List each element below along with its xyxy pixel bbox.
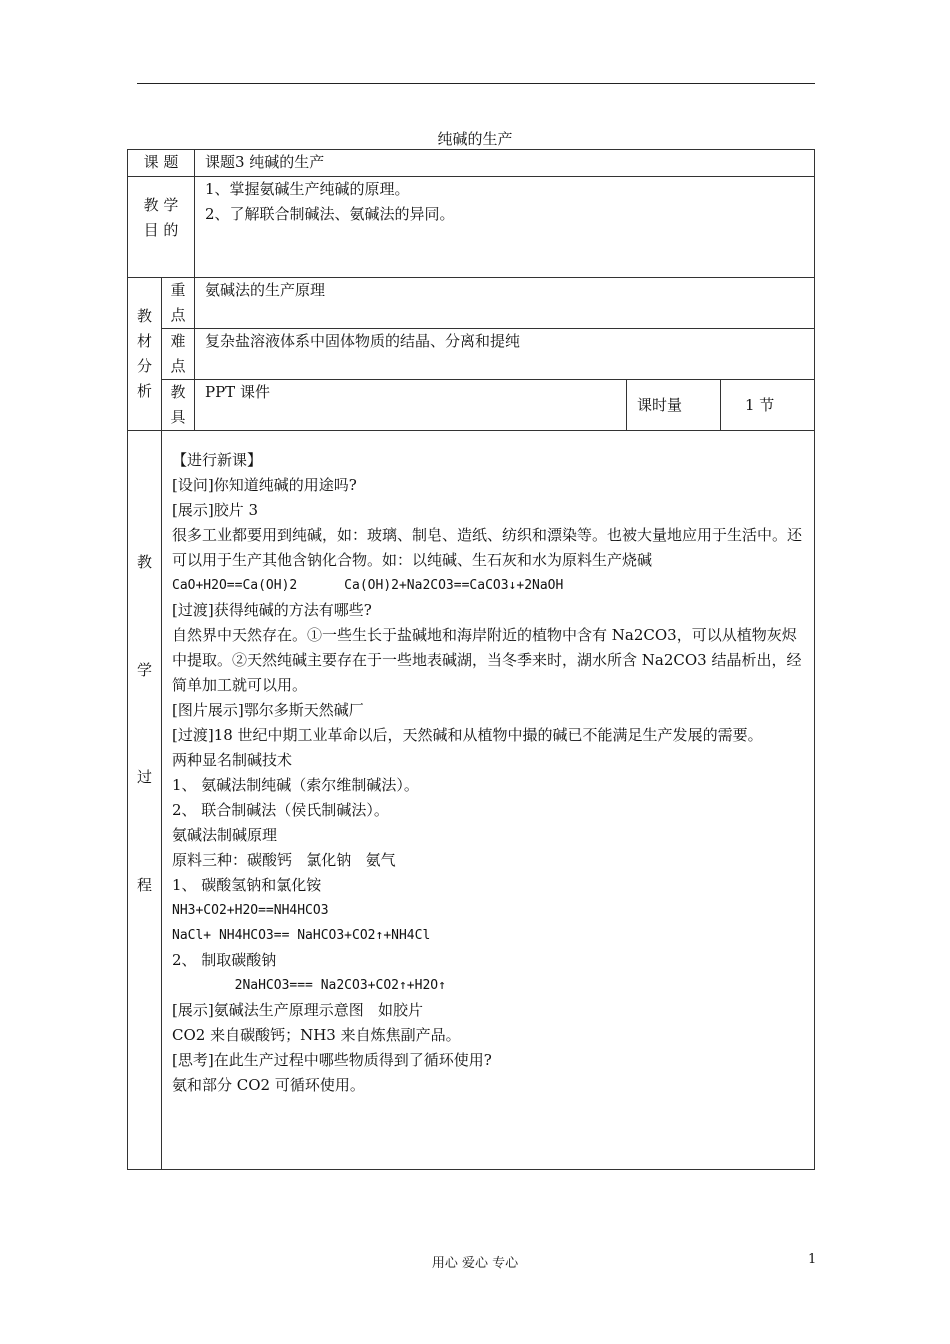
material-label-char: 析: [136, 382, 152, 400]
process-line: 氨和部分 CO2 可循环使用。: [172, 1076, 365, 1094]
process-line: [思考]在此生产过程中哪些物质得到了循环使用?: [172, 1051, 492, 1069]
chem-equation: CaO+H2O==Ca(OH)2 Ca(OH)2+Na2CO3==CaCO3↓+2NaOH: [172, 578, 564, 593]
difficult-label-char: 难: [170, 332, 186, 350]
hours-label: 课时量: [627, 380, 721, 431]
material-analysis-label: [128, 278, 162, 431]
key-point-row: [128, 278, 815, 329]
material-label-char: 教: [136, 307, 152, 325]
process-label-char: 程: [136, 875, 152, 894]
goals-label-line-2: 目 的: [143, 221, 179, 239]
process-label-char: 过: [136, 768, 152, 787]
process-line: [过渡]获得纯碱的方法有哪些?: [172, 601, 372, 619]
document-title: 纯碱的生产: [437, 130, 513, 148]
process-line: 2、 制取碳酸钠: [172, 951, 277, 969]
tools-label-char: 具: [170, 408, 186, 426]
process-paragraph: [过渡]18 世纪中期工业革命以后，天然碱和从植物中撮的碱已不能满足生产发展的需要。: [172, 726, 763, 744]
goals-row: [128, 177, 815, 278]
process-paragraph: 自然界中天然存在。①一些生长于盐碱地和海岸附近的植物中含有 Na2CO3，可以从植物灰烬中提取。②天然纯碱主要存在于一些地表碱湖，当冬季来时，湖水所含 Na2CO3 结晶析出，经简单加工就可以用。: [172, 626, 802, 694]
goals-value: [195, 177, 815, 278]
key-point-value: 氨碱法的生产原理: [195, 278, 815, 329]
process-line: 2、 联合制碱法（侯氏制碱法）。: [172, 801, 389, 819]
process-line: [设问]你知道纯碱的用途吗?: [172, 476, 357, 494]
topic-row: [128, 150, 815, 177]
difficult-point-value: 复杂盐溶液体系中固体物质的结晶、分离和提纯: [195, 329, 815, 380]
goals-label: [128, 177, 195, 278]
process-row: [128, 431, 815, 1170]
goals-label-line-1: 教 学: [143, 196, 179, 214]
page-number: 1: [808, 1252, 817, 1267]
chem-equation: NaCl+ NH4HCO3== NaHCO3+CO2↑+NH4Cl: [172, 928, 431, 943]
process-line: [展示]胶片 3: [172, 501, 259, 519]
key-label-char: 重: [170, 281, 186, 299]
goal-item: 1、掌握氨碱生产纯碱的原理。: [205, 180, 410, 198]
footer-motto: 用心 爱心 专心: [431, 1256, 519, 1271]
lesson-plan-table: [127, 149, 815, 1170]
process-label-char: 教: [136, 553, 152, 572]
process-line: [图片展示]鄂尔多斯天然碱厂: [172, 701, 364, 719]
teaching-process-label: [128, 431, 162, 1170]
difficult-label-char: 点: [170, 357, 186, 375]
process-line: [展示]氨碱法生产原理示意图 如胶片: [172, 1001, 424, 1019]
teaching-process-content: [162, 431, 815, 1170]
difficult-point-row: [128, 329, 815, 380]
process-line: 【进行新课】: [172, 451, 263, 469]
process-paragraph: 很多工业都要用到纯碱，如：玻璃、制皂、造纸、纺织和漂染等。也被大量地应用于生活中。还可以用于生产其他含钠化合物。如：以纯碱、生石灰和水为原料生产烧碱: [172, 526, 803, 569]
tools-row: [128, 380, 815, 431]
tools-label: [162, 380, 195, 431]
process-line: CO2 来自碳酸钙；NH3 来自炼焦副产品。: [172, 1026, 461, 1044]
process-line: 氨碱法制碱原理: [172, 826, 278, 844]
process-line: 1、 碳酸氢钠和氯化铵: [172, 876, 322, 894]
topic-value: 课题3 纯碱的生产: [195, 150, 815, 177]
process-line: 原料三种：碳酸钙 氯化钠 氨气: [172, 851, 396, 869]
key-point-label: [162, 278, 195, 329]
process-label-char: 学: [136, 660, 152, 679]
material-label-char: 分: [136, 357, 152, 375]
material-label-char: 材: [136, 332, 152, 350]
key-label-char: 点: [170, 306, 186, 324]
chem-equation: NH3+CO2+H2O==NH4HCO3: [172, 903, 329, 918]
topic-label: 课 题: [128, 150, 195, 177]
tools-label-char: 教: [170, 383, 186, 401]
chem-equation: 2NaHCO3=== Na2CO3+CO2↑+H2O↑: [172, 978, 446, 993]
hours-value: 1 节: [721, 380, 815, 431]
process-line: 1、 氨碱法制纯碱（索尔维制碱法）。: [172, 776, 419, 794]
tools-value: PPT 课件: [195, 380, 627, 431]
difficult-point-label: [162, 329, 195, 380]
header-rule: [137, 83, 815, 84]
process-line: 两种显名制碱技术: [172, 751, 293, 769]
goal-item: 2、了解联合制碱法、氨碱法的异同。: [205, 205, 455, 223]
